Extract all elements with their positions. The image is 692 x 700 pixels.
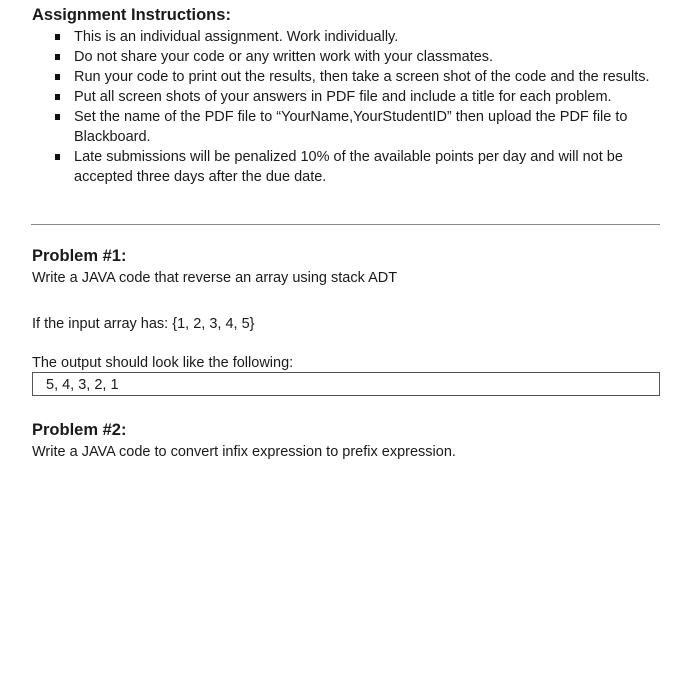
list-item-text: Run your code to print out the results, then take a screen shot of the code and the results. [74,69,650,85]
list-item [32,47,652,67]
list-item-text: This is an individual assignment. Work individually. [74,29,399,45]
list-item-text: Put all screen shots of your answers in PDF file and include a title for each problem. [74,89,612,105]
bullet-icon [55,34,60,40]
problem2-heading: Problem #2: [32,421,127,439]
problem1-output-box [32,372,660,396]
instructions-list [32,27,652,187]
bullet-icon [55,114,60,120]
list-item [32,147,652,187]
list-item [32,87,652,107]
list-item [32,107,652,147]
list-item-text: Set the name of the PDF file to “YourName,YourStudentID” then upload the PDF file to Blackboard. [74,109,628,145]
bullet-icon [55,154,60,160]
bullet-icon [55,54,60,60]
instructions-title: Assignment Instructions: [32,6,231,24]
list-item [32,27,652,47]
problem2-description: Write a JAVA code to convert infix expression to prefix expression. [32,444,456,460]
bullet-icon [55,94,60,100]
list-item-text: Late submissions will be penalized 10% of the available points per day and will not be accepted three days after the due date. [74,149,623,185]
problem1-input-example: If the input array has: {1, 2, 3, 4, 5} [32,316,255,332]
bullet-icon [55,74,60,80]
list-item [32,67,652,87]
problem1-description: Write a JAVA code that reverse an array using stack ADT [32,270,398,286]
problem1-output-value: 5, 4, 3, 2, 1 [46,377,119,393]
list-item-text: Do not share your code or any written work with your classmates. [74,49,494,65]
problem1-output-label: The output should look like the following: [32,355,294,371]
problem1-heading: Problem #1: [32,247,127,265]
section-divider [31,224,660,225]
